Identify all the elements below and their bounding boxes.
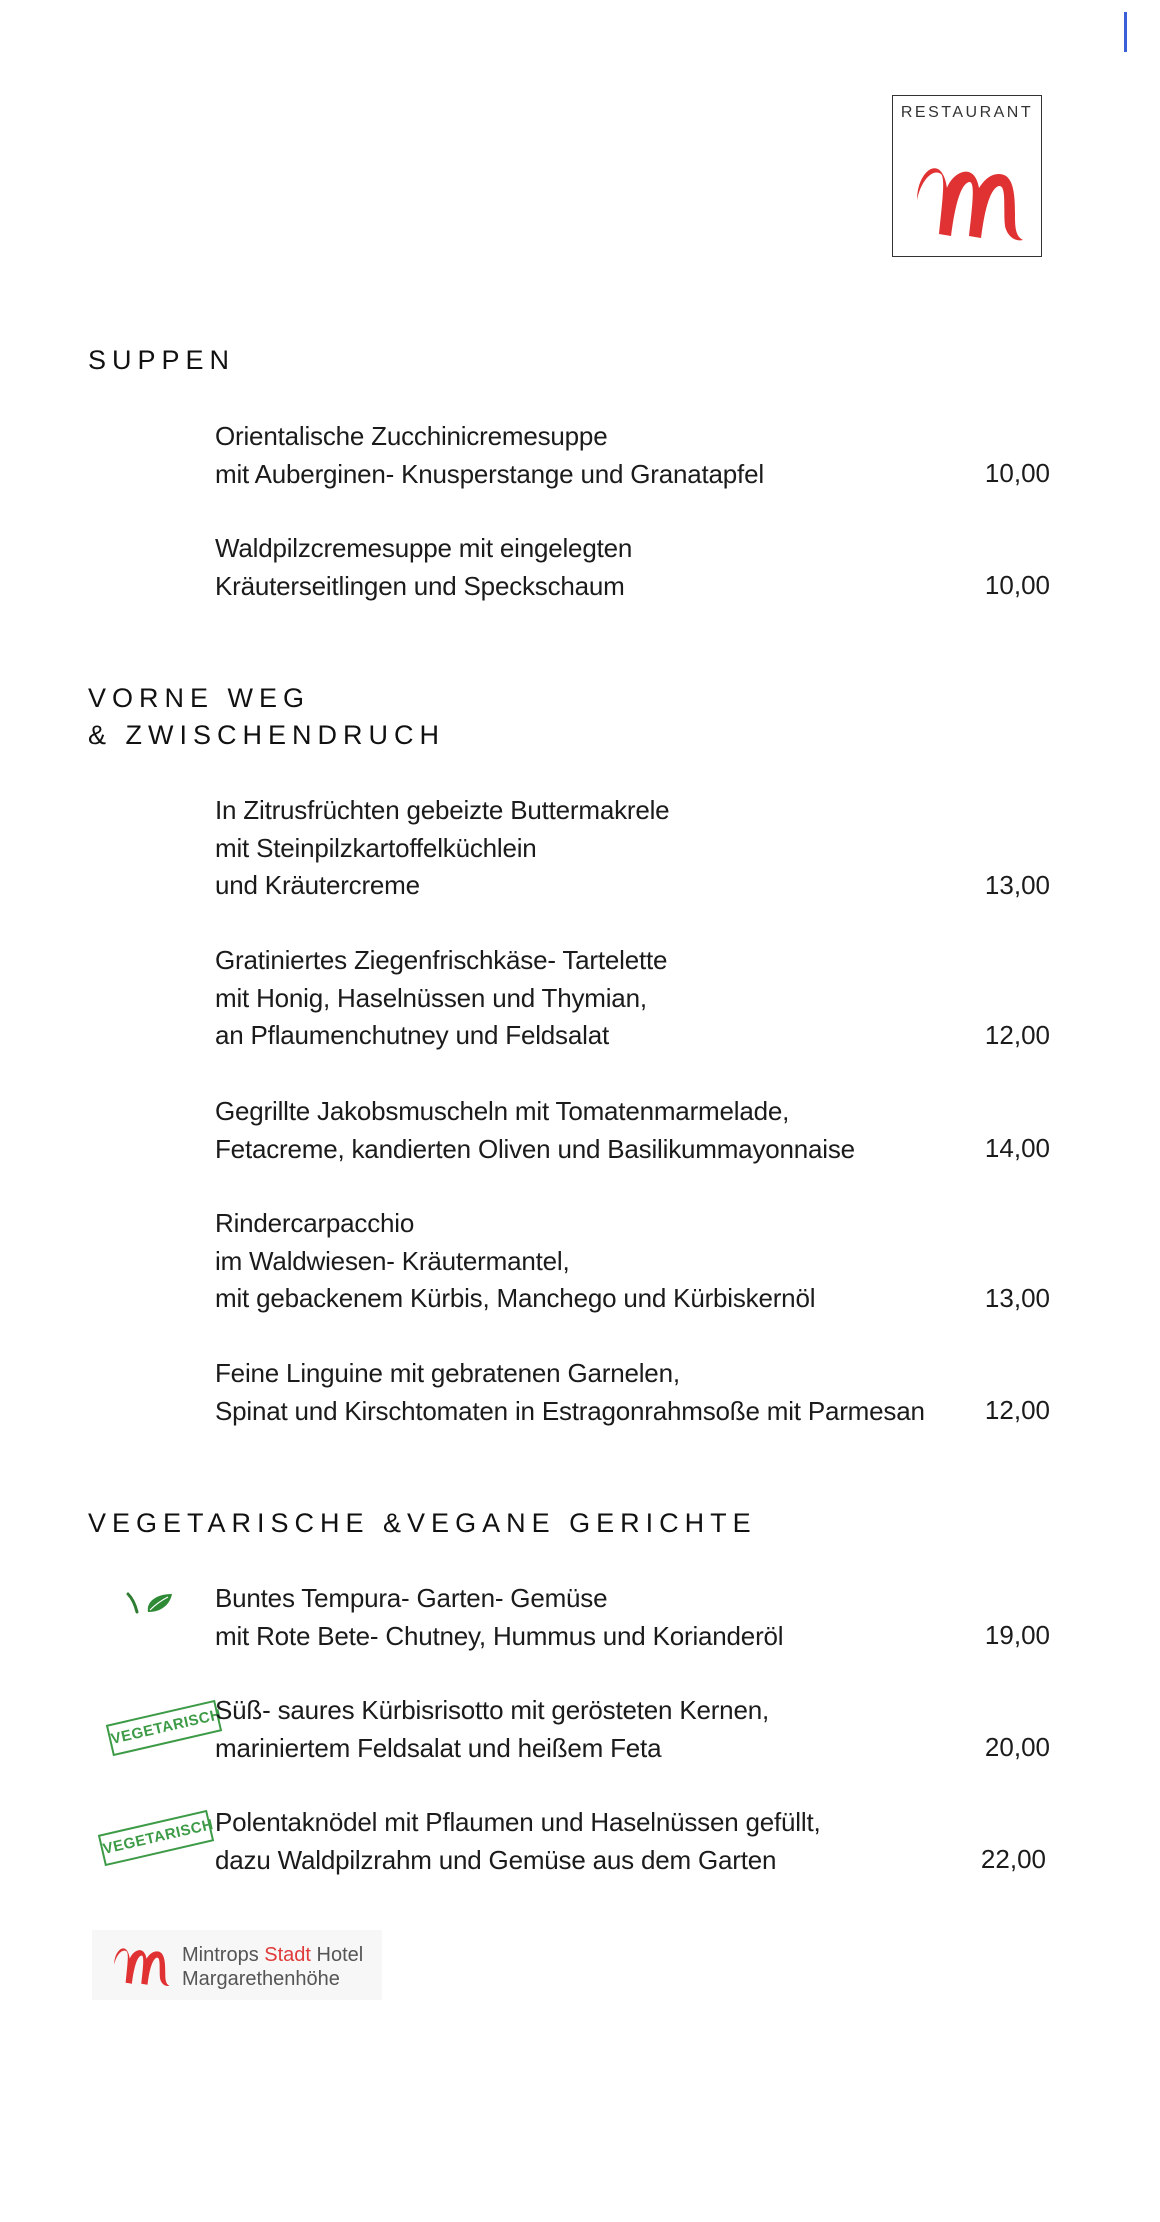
restaurant-logo — [892, 95, 1042, 257]
dish-line: mit Steinpilzkartoffelküchlein — [215, 832, 537, 863]
hotel-name-part: Hotel — [310, 1944, 364, 1966]
dish-line: Fetacreme, kandierten Oliven und Basilikummayonnaise — [215, 1133, 855, 1164]
dish-line: Rindercarpacchio — [215, 1208, 415, 1238]
hotel-logo — [92, 1930, 382, 2000]
section-title-line: VORNE WEG — [88, 683, 311, 713]
dish-line: mit Rote Bete- Chutney, Hummus und Korianderöl — [215, 1620, 784, 1651]
section-title-vorne-weg — [88, 680, 788, 754]
menu-item — [215, 418, 1045, 493]
m-logo-icon — [110, 1942, 172, 1990]
menu-item — [215, 942, 1045, 1055]
menu-item — [215, 1205, 1045, 1318]
dish-line: Orientalische Zucchinicremesuppe — [215, 421, 608, 451]
dish-line: Feine Linguine mit gebratenen Garnelen, — [215, 1358, 680, 1388]
dish-line: Kräuterseitlingen und Speckschaum — [215, 570, 625, 601]
hotel-location: Margarethenhöhe — [182, 1968, 340, 1990]
dish-line: Gegrillte Jakobsmuscheln mit Tomatenmarmelade, — [215, 1096, 790, 1126]
dish-price: 12,00 — [984, 1020, 1050, 1050]
dish-price: 22,00 — [980, 1844, 1046, 1874]
dish-line: mit Auberginen- Knusperstange und Granatapfel — [215, 458, 764, 489]
menu-item — [215, 1355, 1045, 1430]
vegan-leaf-icon — [126, 1590, 176, 1620]
dish-price: 20,00 — [984, 1732, 1050, 1762]
section-title-line: & ZWISCHENDRUCH — [88, 720, 445, 750]
dish-price: 12,00 — [984, 1395, 1050, 1425]
page-edge-marker — [1124, 12, 1127, 52]
dish-price: 13,00 — [984, 1283, 1050, 1313]
menu-item — [215, 1093, 1045, 1168]
dish-price: 10,00 — [984, 458, 1050, 488]
dish-price: 13,00 — [984, 870, 1050, 900]
dish-line: Waldpilzcremesuppe mit eingelegten — [215, 533, 633, 563]
m-logo-icon — [911, 156, 1026, 248]
dish-line: Spinat und Kirschtomaten in Estragonrahmsoße mit Parmesan — [215, 1395, 925, 1426]
logo-label: RESTAURANT — [900, 104, 1034, 121]
dish-price: 19,00 — [984, 1620, 1050, 1650]
dish-line: im Waldwiesen- Kräutermantel, — [215, 1245, 570, 1276]
dish-line: und Kräutercreme — [215, 870, 420, 900]
vegetarian-stamp: VEGETARISCH — [98, 1810, 214, 1866]
menu-item — [215, 1692, 1045, 1767]
menu-item — [215, 1580, 1045, 1655]
menu-item — [215, 792, 1045, 905]
dish-line: mit Honig, Haselnüssen und Thymian, — [215, 982, 647, 1013]
menu-item — [215, 1804, 1045, 1879]
dish-price: 10,00 — [984, 570, 1050, 600]
menu-item — [215, 530, 1045, 605]
dish-line: mit gebackenem Kürbis, Manchego und Kürbiskernöl — [215, 1283, 816, 1313]
section-title-vegetarische: VEGETARISCHE &VEGANE GERICHTE — [88, 1508, 757, 1538]
dish-line: Süß- saures Kürbisrisotto mit gerösteten Kernen, — [215, 1695, 769, 1725]
hotel-name-accent: Stadt — [264, 1944, 311, 1966]
dish-line: dazu Waldpilzrahm und Gemüse aus dem Garten — [215, 1844, 777, 1875]
dish-line: Polentaknödel mit Pflaumen und Haselnüssen gefüllt, — [215, 1807, 821, 1837]
dish-line: Gratiniertes Ziegenfrischkäse- Tartelette — [215, 945, 668, 975]
hotel-name — [182, 1944, 363, 1967]
dish-line: mariniertem Feldsalat und heißem Feta — [215, 1732, 662, 1763]
dish-price: 14,00 — [984, 1133, 1050, 1163]
hotel-name-part: Mintrops — [182, 1944, 265, 1966]
section-title-suppen: SUPPEN — [88, 345, 236, 375]
vegetarian-stamp: VEGETARISCH — [106, 1700, 222, 1756]
dish-line: In Zitrusfrüchten gebeizte Buttermakrele — [215, 795, 670, 825]
dish-line: Buntes Tempura- Garten- Gemüse — [215, 1583, 608, 1613]
dish-line: an Pflaumenchutney und Feldsalat — [215, 1020, 609, 1050]
